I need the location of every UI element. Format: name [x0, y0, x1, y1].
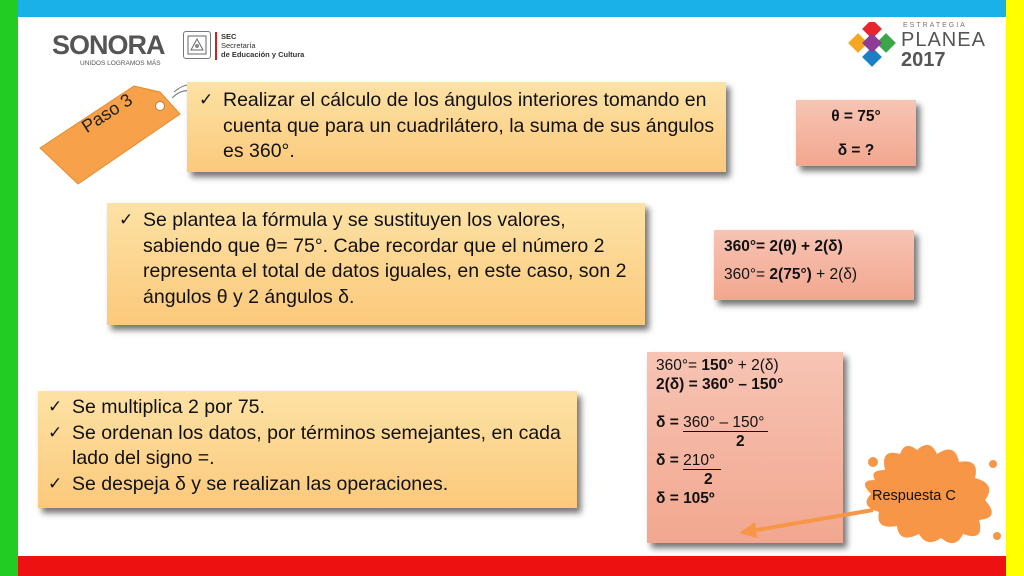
box1-text: Realizar el cálculo de los ángulos interiores tomando en cuenta que para un cuadrilátero, la suma de sus ángulos es 360°. — [223, 89, 715, 162]
left-bar — [0, 0, 18, 576]
planea-word: PLANEA — [901, 29, 986, 51]
sonora-logo — [52, 30, 176, 70]
paso-tag-label: Paso 3 — [78, 89, 136, 137]
paso-tag — [38, 78, 188, 188]
sec-divider — [215, 32, 217, 60]
step-line-1 — [656, 356, 834, 375]
bullet-item — [46, 395, 569, 421]
box3-item-3: Se despeja δ y se realizan las operaciones. — [72, 472, 449, 495]
sonora-logo-text: SONORA — [52, 30, 165, 60]
step-blank — [656, 394, 834, 413]
step4-a: δ = — [656, 452, 684, 469]
checkmark-icon: ✓ — [119, 210, 134, 230]
sec-line1: Secretaría — [221, 41, 256, 50]
given-delta: δ = ? — [837, 142, 875, 159]
sec-logo — [221, 32, 304, 59]
bottom-bar — [18, 556, 1006, 576]
step3-den: 2 — [736, 433, 745, 450]
formula-box — [714, 230, 914, 300]
step4-den: 2 — [704, 471, 713, 488]
checkmark-icon: ✓ — [48, 422, 63, 443]
planea-year: 2017 — [901, 49, 946, 71]
step4-num: 210° — [683, 452, 721, 470]
sonora-tagline: UNIDOS LOGRAMOS MÁS — [80, 60, 161, 67]
sec-short: SEC — [221, 32, 237, 41]
instruction-box-3 — [38, 391, 577, 508]
formula-line-2c: + 2(δ) — [811, 266, 858, 283]
box3-item-2: Se ordenan los datos, por términos semejantes, en cada lado del signo =. — [72, 421, 561, 469]
formula-line-2b: 2(75°) — [769, 266, 812, 283]
formula-line-1: 360°= 2(θ) + 2(δ) — [724, 238, 843, 255]
given-theta: θ = 75° — [831, 108, 881, 125]
step-line-4 — [656, 451, 834, 470]
given-values-box — [796, 100, 916, 166]
formula-line-2 — [724, 264, 904, 286]
checkmark-icon: ✓ — [199, 90, 214, 110]
sec-line2: de Educación y Cultura — [221, 50, 305, 59]
step1-b: 150° — [701, 357, 734, 374]
instruction-box-2 — [107, 203, 645, 325]
step3-a: δ = — [656, 414, 684, 431]
bullet-item — [46, 472, 569, 498]
formula-line-2a: 360°= — [724, 266, 770, 283]
right-bar — [1006, 0, 1024, 576]
step-line-5: δ = 105º — [656, 490, 715, 507]
seal-icon — [183, 31, 211, 59]
bullet-item — [117, 208, 635, 310]
step-line-2: 2(δ) = 360° – 150° — [656, 376, 784, 393]
planea-logo — [845, 22, 985, 72]
box2-text: Se plantea la fórmula y se sustituyen los valores, sabiendo que θ= 75°. Cabe recordar que el número 2 representa el total de datos iguales, en este caso, son 2 ángulos θ y 2 ángulos δ. — [143, 209, 627, 308]
step-line-3 — [656, 413, 834, 432]
planea-top: ESTRATEGIA — [903, 22, 967, 29]
step1-a: 360°= — [656, 357, 702, 374]
top-bar — [18, 0, 1006, 17]
step3-num: 360° – 150° — [683, 414, 768, 432]
box3-item-1: Se multiplica 2 por 75. — [72, 396, 265, 418]
planea-emblem-icon — [845, 22, 897, 70]
bullet-item — [46, 421, 569, 472]
step1-c: + 2(δ) — [733, 357, 779, 374]
instruction-box-1 — [187, 82, 726, 172]
checkmark-icon: ✓ — [48, 473, 63, 494]
checkmark-icon: ✓ — [48, 397, 63, 417]
answer-label: Respuesta C — [872, 488, 956, 504]
bullet-item — [197, 88, 716, 165]
